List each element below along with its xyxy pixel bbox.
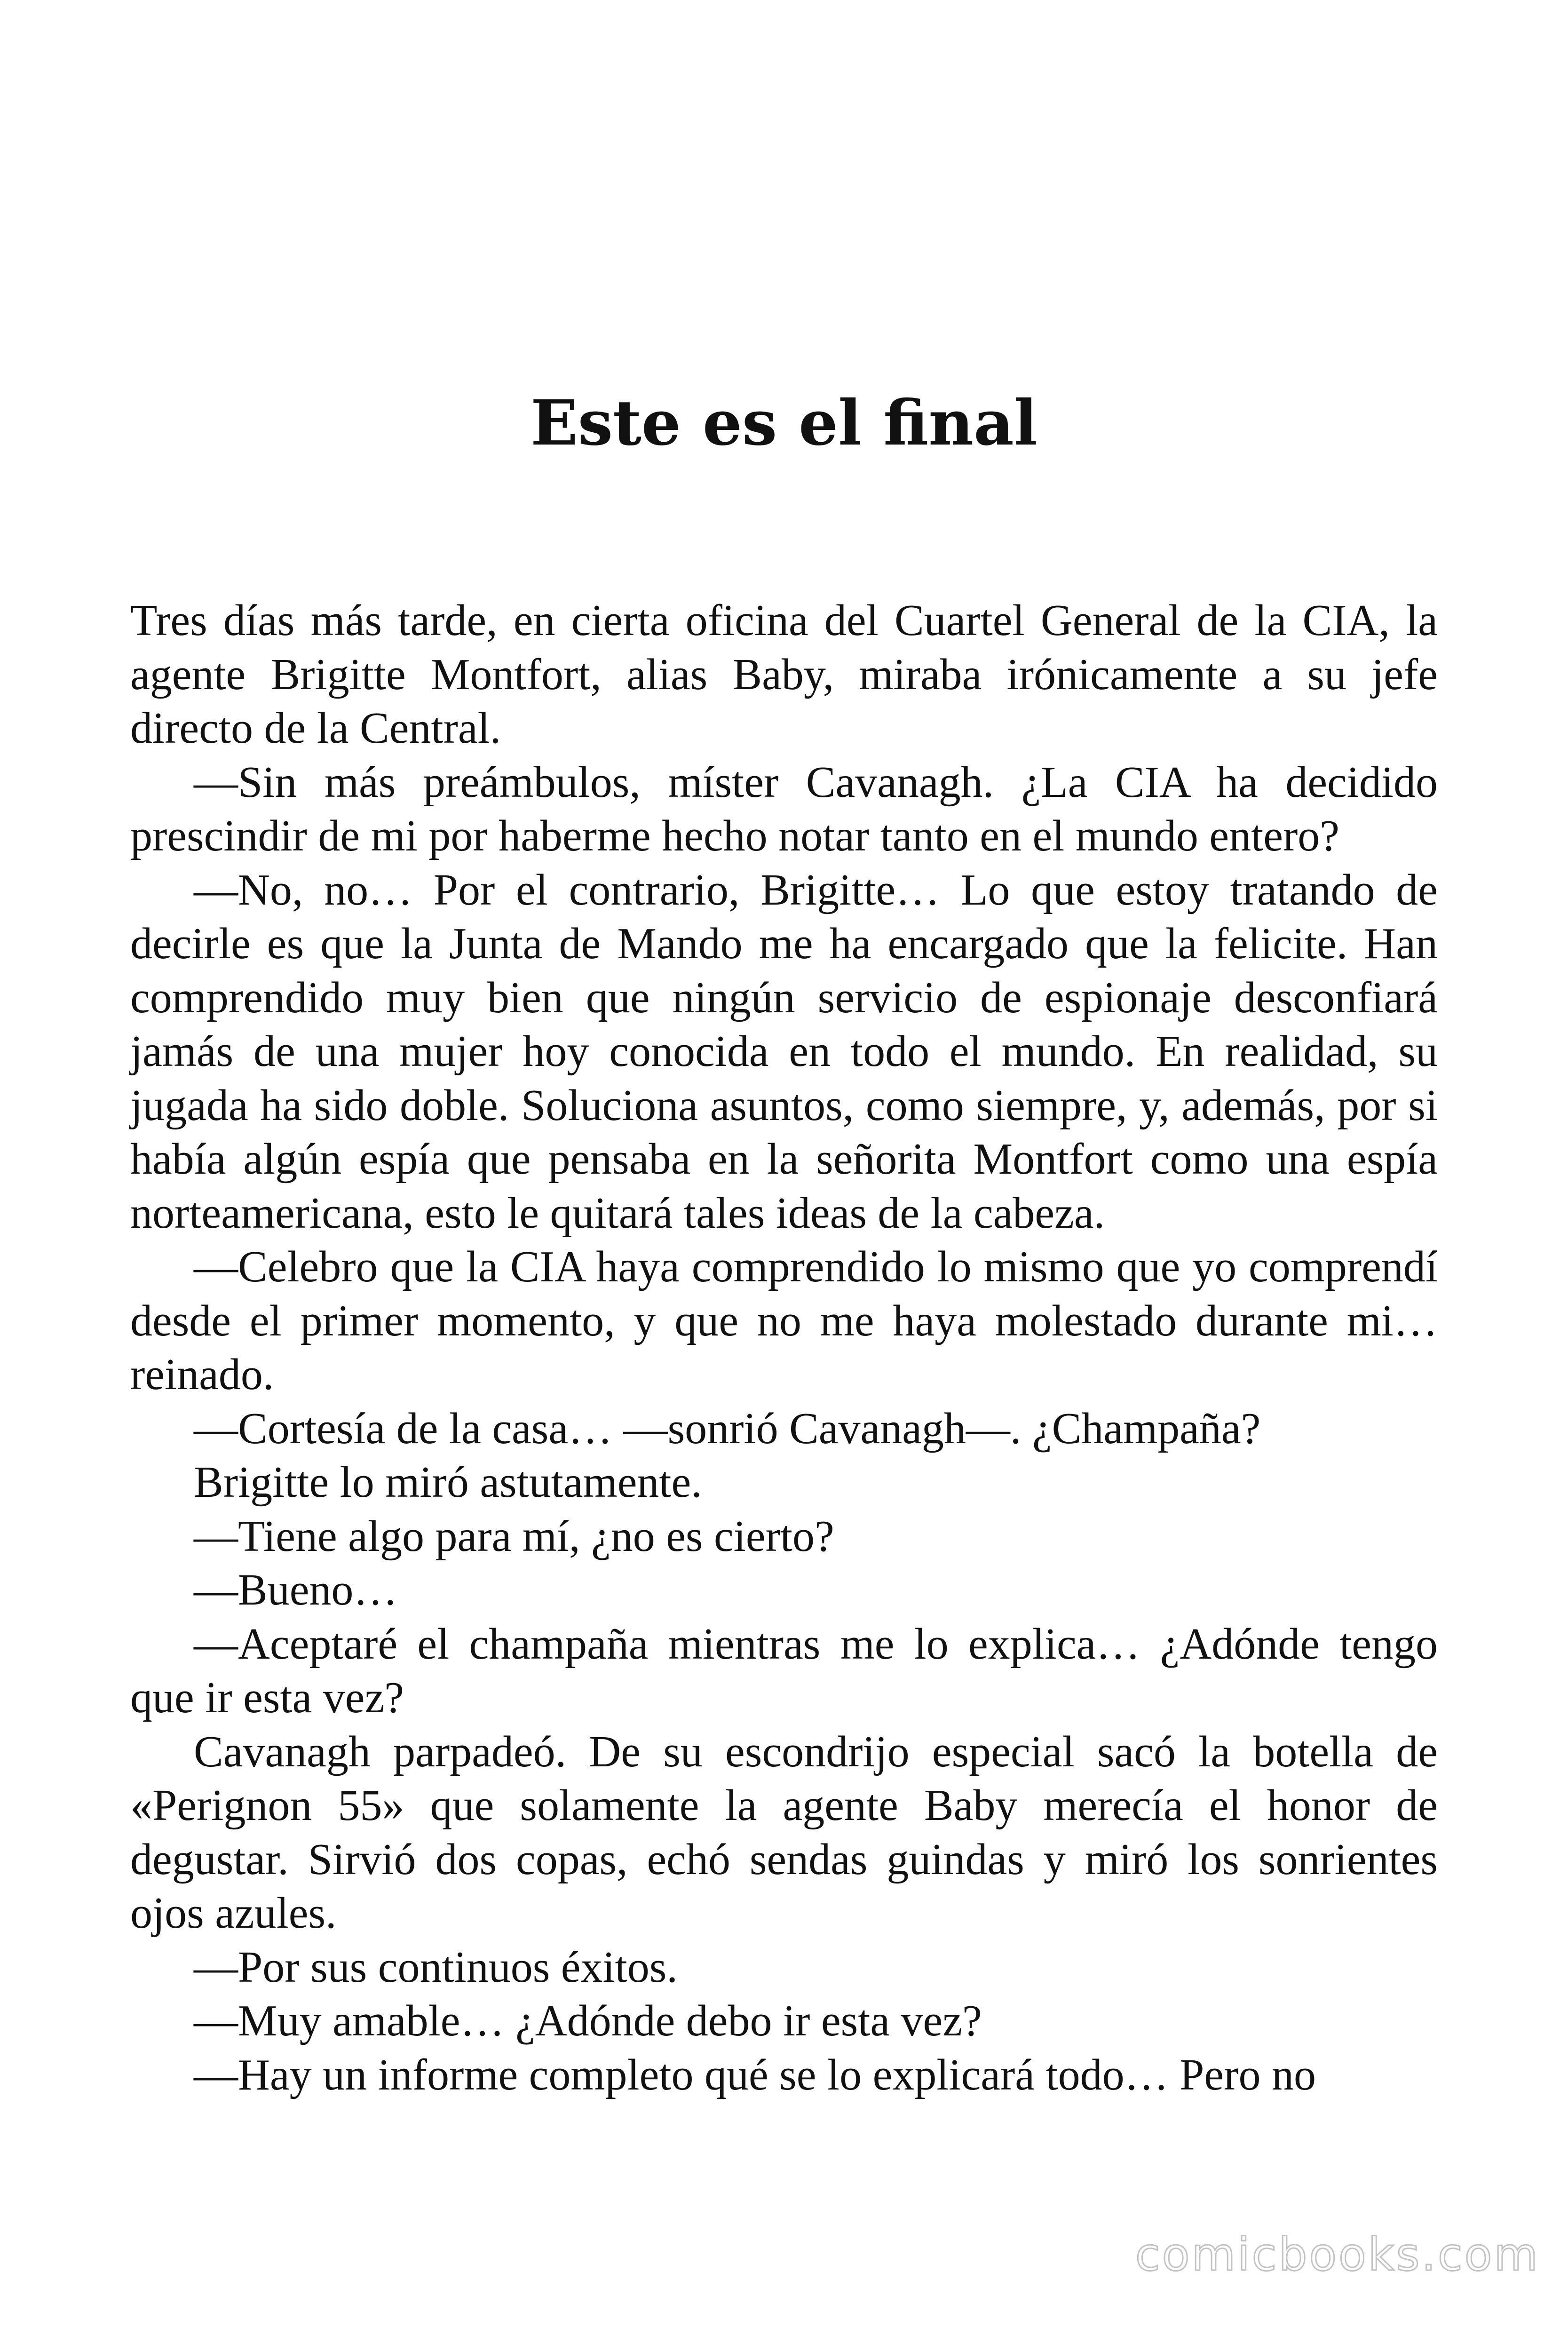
paragraph: —Cortesía de la casa… —sonrió Cavanagh—. ¿Champaña? [194, 1404, 1261, 1453]
chapter-title: Este es el final [531, 387, 1037, 460]
paragraph: —No, no… Por el contrario, Brigitte… Lo que estoy tratando de decirle es que la Junta de Mando me ha encargado que la felicite. Han comprendido muy bien que ningún servicio de espionaje desconfiará jamás de una mujer hoy conocida en todo el mundo. En realidad, su jugada ha sido doble. Soluciona asuntos, como siempre, y, además, por si había algún espía que pensaba en la señorita Montfort como una espía norteamericana, esto le quitará tales ideas de la cabeza. [130, 865, 1438, 1238]
paragraph: Cavanagh parpadeó. De su escondrijo especial sacó la botella de «Perignon 55» que solamente la agente Baby merecía el honor de degustar. Sirvió dos copas, echó sendas guindas y miró los sonrientes ojos azules. [130, 1727, 1438, 1938]
watermark-logo: comicbooks.com [1135, 2228, 1540, 2281]
paragraph: —Celebro que la CIA haya comprendido lo mismo que yo comprendí desde el primer momento, y que no me haya molestado durante mi… reinado. [130, 1242, 1438, 1399]
chapter-body [130, 594, 1438, 2102]
paragraph: —Sin más preámbulos, míster Cavanagh. ¿La CIA ha decidido prescindir de mi por haberme hecho notar tanto en el mundo entero? [130, 757, 1438, 860]
paragraph: Tres días más tarde, en cierta oficina del Cuartel General de la CIA, la agente Brigitte Montfort, alias Baby, miraba irónicamente a su jefe directo de la Central. [130, 596, 1438, 753]
paragraph: —Bueno… [194, 1565, 398, 1614]
paragraph: Brigitte lo miró astutamente. [194, 1458, 702, 1507]
paragraph: —Muy amable… ¿Adónde debo ir esta vez? [194, 1996, 982, 2045]
paragraph: —Por sus continuos éxitos. [194, 1942, 678, 1992]
paragraph: —Hay un informe completo qué se lo explicará todo… Pero no [194, 2050, 1316, 2099]
paragraph: —Aceptaré el champaña mientras me lo explica… ¿Adónde tengo que ir esta vez? [130, 1619, 1438, 1722]
paragraph: —Tiene algo para mí, ¿no es cierto? [194, 1511, 834, 1561]
